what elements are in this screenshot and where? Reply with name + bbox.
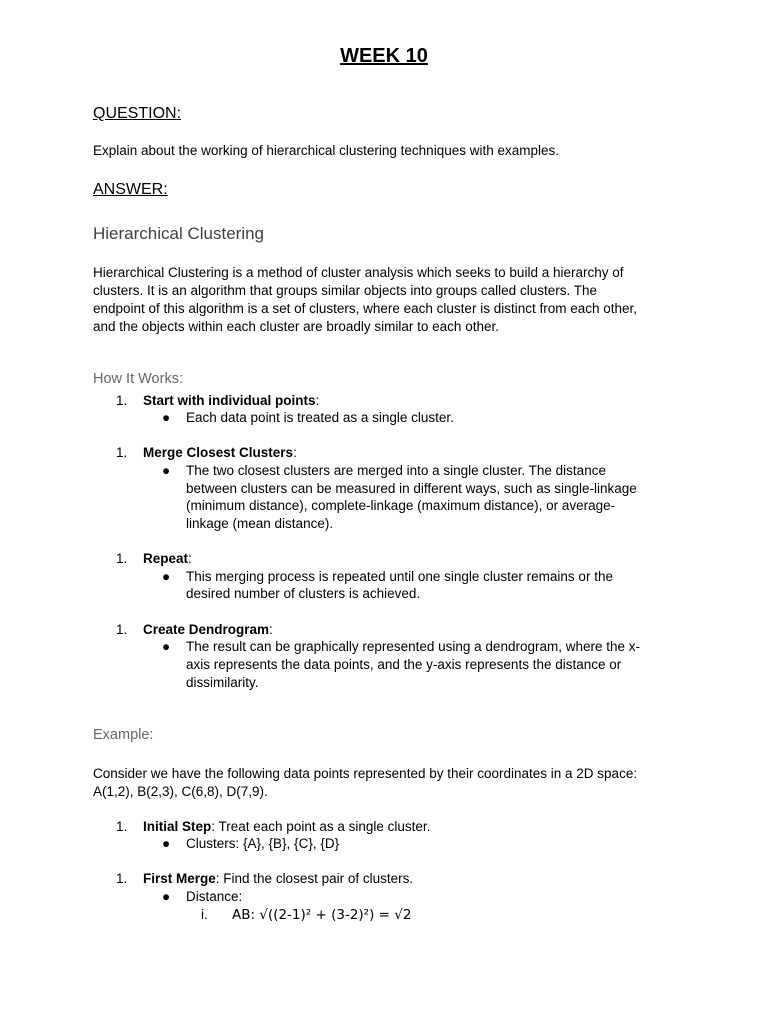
step-number: 1. bbox=[116, 551, 128, 566]
step-number: 1. bbox=[116, 622, 128, 637]
example-heading: Example: bbox=[93, 727, 154, 743]
bullet-icon: ● bbox=[162, 836, 171, 851]
step-number: 1. bbox=[116, 445, 128, 460]
bullet-text: axis represents the data points, and the y-axis represents the distance or bbox=[186, 657, 622, 672]
step-number: 1. bbox=[116, 393, 128, 408]
example-intro-line: A(1,2), B(2,3), C(6,8), D(7,9). bbox=[93, 784, 268, 799]
bullet-text: linkage (mean distance). bbox=[186, 516, 334, 531]
sub-item-number: i. bbox=[201, 907, 208, 922]
bullet-icon: ● bbox=[162, 889, 171, 904]
intro-line: Hierarchical Clustering is a method of cluster analysis which seeks to build a hierarchy of bbox=[93, 265, 624, 280]
example-step-title: First Merge: Find the closest pair of clusters. bbox=[143, 871, 414, 886]
bullet-text: desired number of clusters is achieved. bbox=[186, 586, 421, 601]
bullet-icon: ● bbox=[162, 569, 171, 584]
bullet-text: (minimum distance), complete-linkage (maximum distance), or average- bbox=[186, 498, 616, 513]
bullet-text: This merging process is repeated until one single cluster remains or the bbox=[186, 569, 613, 584]
bullet-text: Distance: bbox=[186, 889, 243, 904]
example-intro-line: Consider we have the following data points represented by their coordinates in a 2D space: bbox=[93, 766, 638, 781]
bullet-icon: ● bbox=[162, 639, 171, 654]
question-heading: QUESTION: bbox=[93, 105, 182, 122]
bullet-text: The two closest clusters are merged into a single cluster. The distance bbox=[186, 463, 606, 478]
section-title: Hierarchical Clustering bbox=[93, 224, 265, 243]
step-title: Start with individual points: bbox=[143, 393, 320, 408]
step-title: Merge Closest Clusters: bbox=[143, 445, 297, 460]
bullet-text: The result can be graphically represented using a dendrogram, where the x- bbox=[186, 639, 641, 654]
question-text: Explain about the working of hierarchical clustering techniques with examples. bbox=[93, 143, 560, 158]
step-title: Repeat: bbox=[143, 551, 192, 566]
page-title: WEEK 10 bbox=[340, 45, 428, 67]
bullet-text: between clusters can be measured in different ways, such as single-linkage bbox=[186, 481, 637, 496]
bullet-text: dissimilarity. bbox=[186, 675, 259, 690]
intro-line: and the objects within each cluster are broadly similar to each other. bbox=[93, 319, 499, 334]
bullet-icon: ● bbox=[162, 463, 171, 478]
answer-heading: ANSWER: bbox=[93, 181, 168, 198]
how-it-works-heading: How It Works: bbox=[93, 371, 183, 387]
intro-line: endpoint of this algorithm is a set of clusters, where each cluster is distinct from each other, bbox=[93, 301, 638, 316]
distance-formula: AB: √((2-1)² + (3-2)²) = √2 bbox=[232, 907, 412, 923]
example-step-title: Initial Step: Treat each point as a single cluster. bbox=[143, 819, 431, 834]
step-number: 1. bbox=[116, 871, 128, 886]
intro-line: clusters. It is an algorithm that groups similar objects into groups called clusters. The bbox=[93, 283, 597, 298]
step-number: 1. bbox=[116, 819, 128, 834]
bullet-text: Clusters: {A}, {B}, {C}, {D} bbox=[186, 836, 340, 851]
bullet-icon: ● bbox=[162, 410, 171, 425]
step-title: Create Dendrogram: bbox=[143, 622, 273, 637]
bullet-text: Each data point is treated as a single cluster. bbox=[186, 410, 454, 425]
